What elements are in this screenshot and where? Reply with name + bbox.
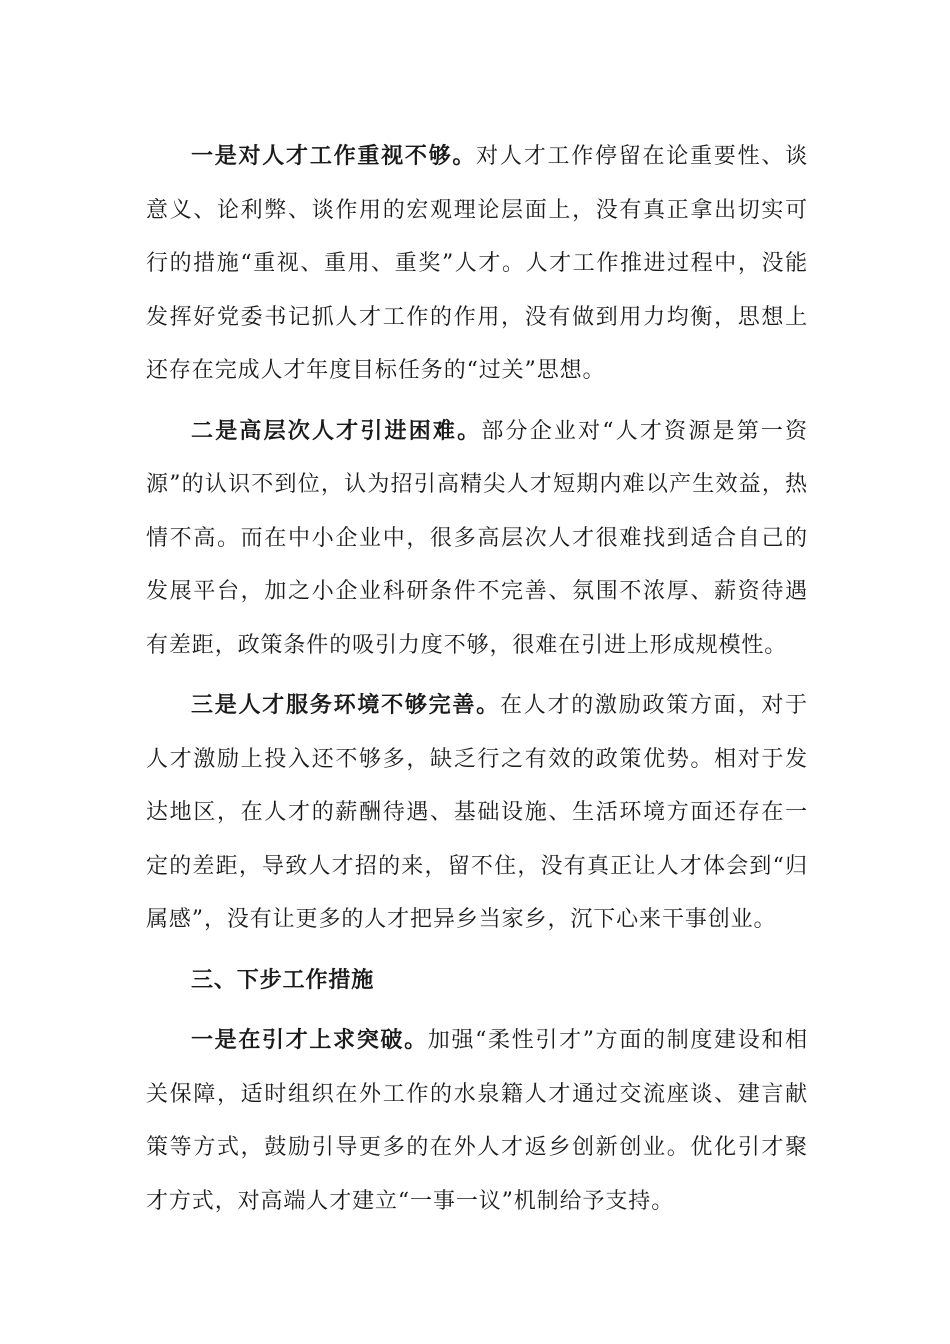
paragraph-problem-2	[146, 405, 808, 673]
paragraph-problem-1	[146, 130, 808, 398]
paragraph-body: 加强“柔性引才”方面的制度建设和相关保障，适时组织在外工作的水泉籍人才通过交流座谈、建言献策等方式，鼓励引导更多的在外人才返乡创新创业。优化引才聚才方式，对高端人才建立“一事一议”机制给予支持。	[146, 1028, 808, 1214]
paragraph-body: 在人才的激励政策方面，对于人才激励上投入还不够多，缺乏行之有效的政策优势。相对于发达地区，在人才的薪酬待遇、基础设施、生活环境方面还存在一定的差距，导致人才招的来，留不住，没有真正让人才体会到“归属感”，没有让更多的人才把异乡当家乡，沉下心来干事创业。	[146, 693, 809, 932]
paragraph-lead: 三是人才服务环境不够完善。	[191, 693, 500, 718]
paragraph-problem-3	[146, 679, 808, 947]
paragraph-body: 对人才工作停留在论重要性、谈意义、论利弊、谈作用的宏观理论层面上，没有真正拿出切实可行的措施“重视、重用、重奖”人才。人才工作推进过程中，没能发挥好党委书记抓人才工作的作用，没有做到用力均衡，思想上还存在完成人才年度目标任务的“过关”思想。	[146, 144, 808, 383]
section-heading: 三、下步工作措施	[191, 967, 375, 993]
paragraph-measure-1	[146, 1014, 808, 1228]
paragraph-lead: 二是高层次人才引进困难。	[191, 418, 482, 444]
paragraph-lead: 一是对人才工作重视不够。	[191, 144, 477, 169]
paragraph-body: 部分企业对“人才资源是第一资源”的认识不到位，认为招引高精尖人才短期内难以产生效益，热情不高。而在中小企业中，很多高层次人才很难找到适合自己的发展平台，加之小企业科研条件不完善、氛围不浓厚、薪资待遇有差距，政策条件的吸引力度不够，很难在引进上形成规模性。	[146, 418, 808, 658]
document-page	[146, 130, 808, 1235]
paragraph-lead: 一是在引才上求突破。	[191, 1028, 428, 1053]
